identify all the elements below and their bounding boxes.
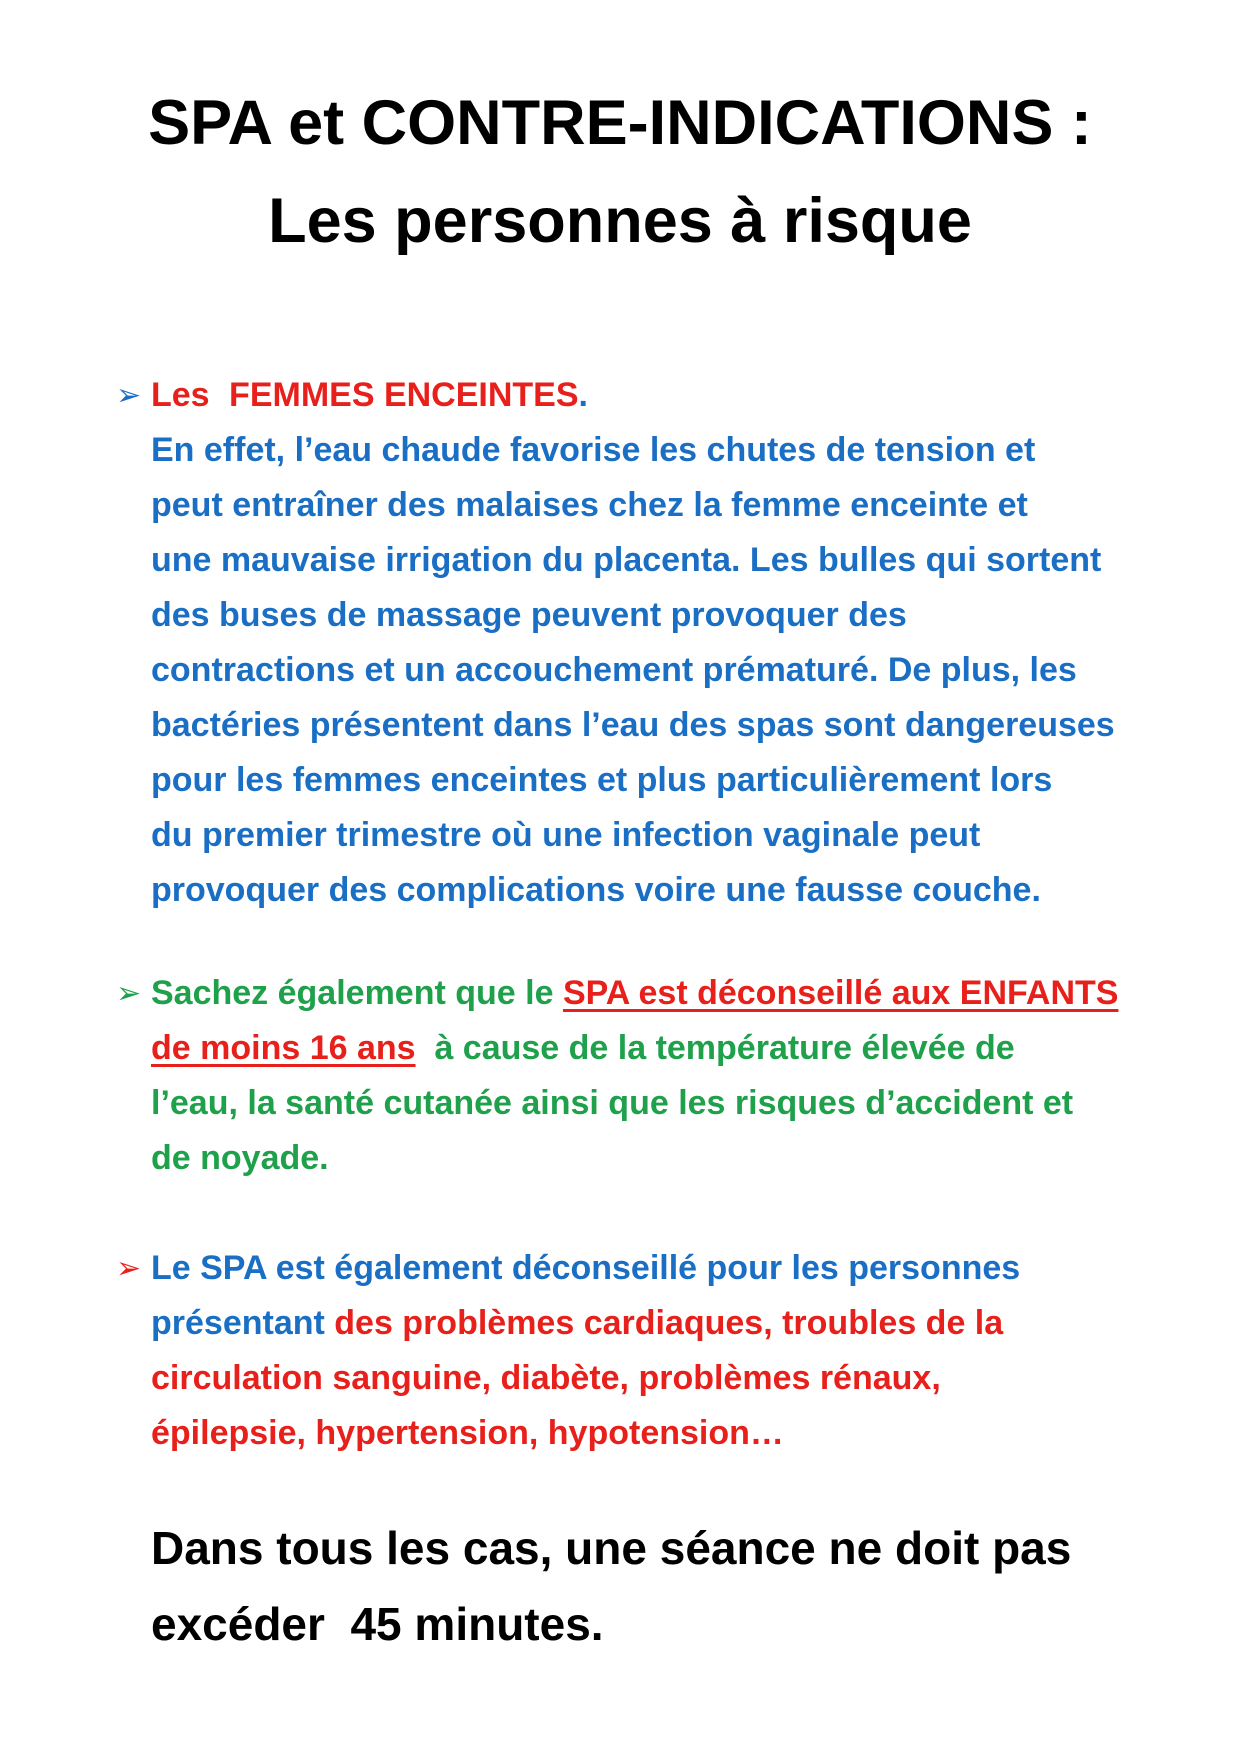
paragraph-line <box>151 1021 1171 1076</box>
paragraph-line: peut entraîner des malaises chez la femme enceinte et <box>151 486 1028 524</box>
paragraph-line: l’eau, la santé cutanée ainsi que les risques d’accident et <box>151 1084 1074 1122</box>
paragraph-line: pour les femmes enceintes et plus particulièrement lors <box>151 761 1053 799</box>
arrow-right-bullet-icon: ➢ <box>116 1252 142 1285</box>
paragraph-line <box>151 966 1171 1021</box>
section-pregnant-women <box>151 368 1171 918</box>
text-highlight: de moins 16 ans <box>151 1029 416 1067</box>
paragraph-line: circulation sanguine, diabète, problèmes rénaux, <box>151 1359 941 1397</box>
section-health-conditions <box>151 1241 1171 1461</box>
section-children <box>151 966 1171 1186</box>
lead-prefix: Les <box>151 376 220 414</box>
paragraph-line: épilepsie, hypertension, hypotension… <box>151 1414 784 1452</box>
paragraph-line: bactéries présentent dans l’eau des spas sont dangereuses <box>151 706 1115 744</box>
paragraph-line: de noyade. <box>151 1139 329 1177</box>
paragraph-line: Le SPA est également déconseillé pour les personnes <box>151 1249 1021 1287</box>
lead-highlight: FEMMES ENCEINTES <box>229 376 579 414</box>
closing-note <box>151 1510 1211 1662</box>
paragraph-line <box>151 1296 1171 1351</box>
closing-line: Dans tous les cas, une séance ne doit pas <box>151 1522 1072 1574</box>
text-highlight: SPA est déconseillé aux ENFANTS <box>562 974 1119 1012</box>
page-title: SPA et CONTRE-INDICATIONS : <box>148 88 1092 158</box>
paragraph-line: En effet, l’eau chaude favorise les chutes de tension et <box>151 431 1036 469</box>
paragraph-line: contractions et un accouchement prématuré. De plus, les <box>151 651 1077 689</box>
text-prefix: Sachez également que le <box>151 974 563 1012</box>
paragraph-line: provoquer des complications voire une fausse couche. <box>151 871 1041 909</box>
page-subtitle: Les personnes à risque <box>268 186 972 256</box>
text-prefix: présentant <box>151 1304 335 1342</box>
arrow-right-bullet-icon: ➢ <box>116 379 142 412</box>
text-highlight: des problèmes cardiaques, troubles de la <box>334 1304 1004 1342</box>
section-lead <box>151 368 1171 423</box>
lead-dot: . <box>578 376 588 414</box>
arrow-right-bullet-icon: ➢ <box>116 977 142 1010</box>
closing-line: excéder 45 minutes. <box>151 1598 604 1650</box>
text-rest: à cause de la température élevée de <box>415 1029 1015 1067</box>
paragraph-line: une mauvaise irrigation du placenta. Les bulles qui sortent <box>151 541 1102 579</box>
paragraph-line: des buses de massage peuvent provoquer des <box>151 596 907 634</box>
paragraph-line: du premier trimestre où une infection vaginale peut <box>151 816 981 854</box>
